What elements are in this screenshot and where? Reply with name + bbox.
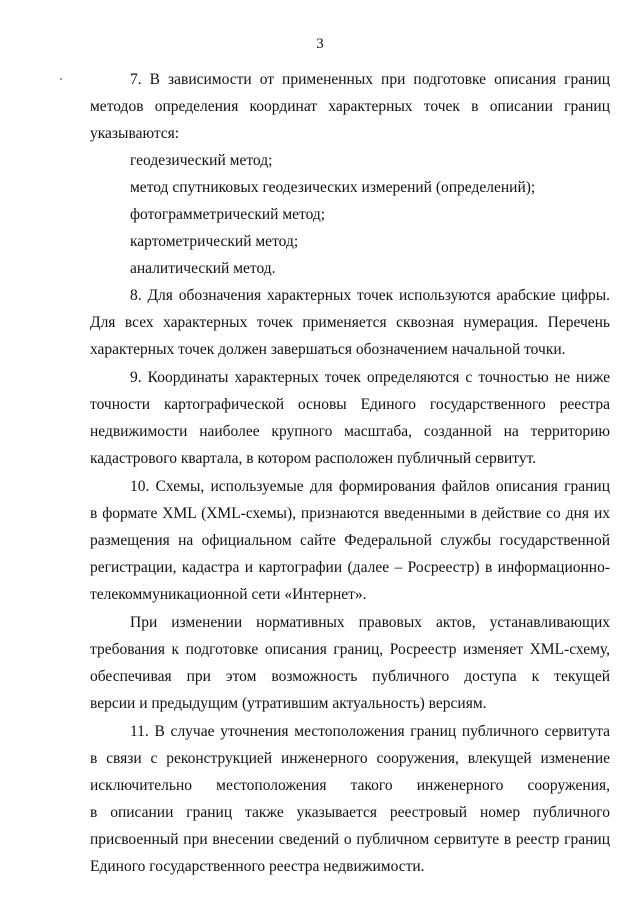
- paragraph-11-line-1: 11. В случае уточнения местоположения границ публичного сервитута: [130, 723, 610, 740]
- paragraph-10-line-3: размещения на официальном сайте Федеральной службы государственной: [90, 532, 610, 549]
- paragraph-9-line-4: кадастрового квартала, в котором расположен публичный сервитут.: [90, 450, 537, 467]
- paragraph-11-line-5: присвоенный при внесении сведений о публичном сервитуте в реестр границ: [90, 831, 610, 848]
- method-item-geodetic: геодезический метод;: [130, 152, 273, 169]
- paragraph-10-line-2: в формате XML (XML-схемы), признаются введенными в действие со дня их: [90, 505, 610, 522]
- method-item-photogrammetric: фотограмметрический метод;: [130, 206, 326, 223]
- paragraph-9-line-1: 9. Координаты характерных точек определяются с точностью не ниже: [130, 369, 610, 386]
- paragraph-10-line-5: телекоммуникационной сети «Интернет».: [90, 586, 367, 603]
- paragraph-8-line-3: характерных точек должен завершаться обозначением начальной точки.: [90, 341, 566, 358]
- paragraph-changes-line-1: При изменении нормативных правовых актов, устанавливающих: [130, 614, 610, 631]
- paragraph-9-line-3: недвижимости наиболее крупного масштаба, созданной на территорию: [90, 423, 610, 440]
- paragraph-7-line-2: методов определения координат характерных точек в описании границ: [90, 98, 610, 115]
- paragraph-changes-line-2: требования к подготовке описания границ, Росреестр изменяет XML-схему,: [90, 641, 610, 658]
- method-item-cartometric: картометрический метод;: [130, 233, 299, 250]
- paragraph-8-line-1: 8. Для обозначения характерных точек используются арабские цифры.: [130, 287, 610, 304]
- paragraph-11-line-2: в связи с реконструкцией инженерного сооружения, влекущей изменение: [90, 750, 610, 767]
- paragraph-10-line-1: 10. Схемы, используемые для формирования файлов описания границ: [130, 478, 610, 495]
- paragraph-7-line-3: указываются:: [90, 125, 180, 142]
- paragraph-9-line-2: точности картографической основы Единого государственного реестра: [90, 396, 610, 413]
- paragraph-changes-line-3: обеспечивая при этом возможность публичного доступа к текущей: [90, 668, 610, 685]
- page-number: 3: [316, 36, 324, 52]
- paragraph-7-line-1: 7. В зависимости от примененных при подготовке описания границ: [130, 71, 610, 88]
- method-item-satellite: метод спутниковых геодезических измерений (определений);: [130, 179, 536, 196]
- paragraph-11-line-3: исключительно местоположения такого инженерного сооружения,: [90, 777, 610, 794]
- paragraph-8-line-2: Для всех характерных точек применяется сквозная нумерация. Перечень: [90, 314, 610, 331]
- paragraph-changes-line-4: версии и предыдущим (утратившим актуальность) версиям.: [90, 695, 487, 712]
- method-item-analytic: аналитический метод.: [130, 260, 276, 277]
- paragraph-11-line-6: Единого государственного реестра недвижимости.: [90, 858, 425, 875]
- paragraph-11-line-4: в описании границ также указывается реестровый номер публичного: [90, 804, 610, 821]
- paragraph-10-line-4: регистрации, кадастра и картографии (далее – Росреестр) в информационно-: [90, 559, 610, 576]
- scan-speck: [60, 78, 62, 80]
